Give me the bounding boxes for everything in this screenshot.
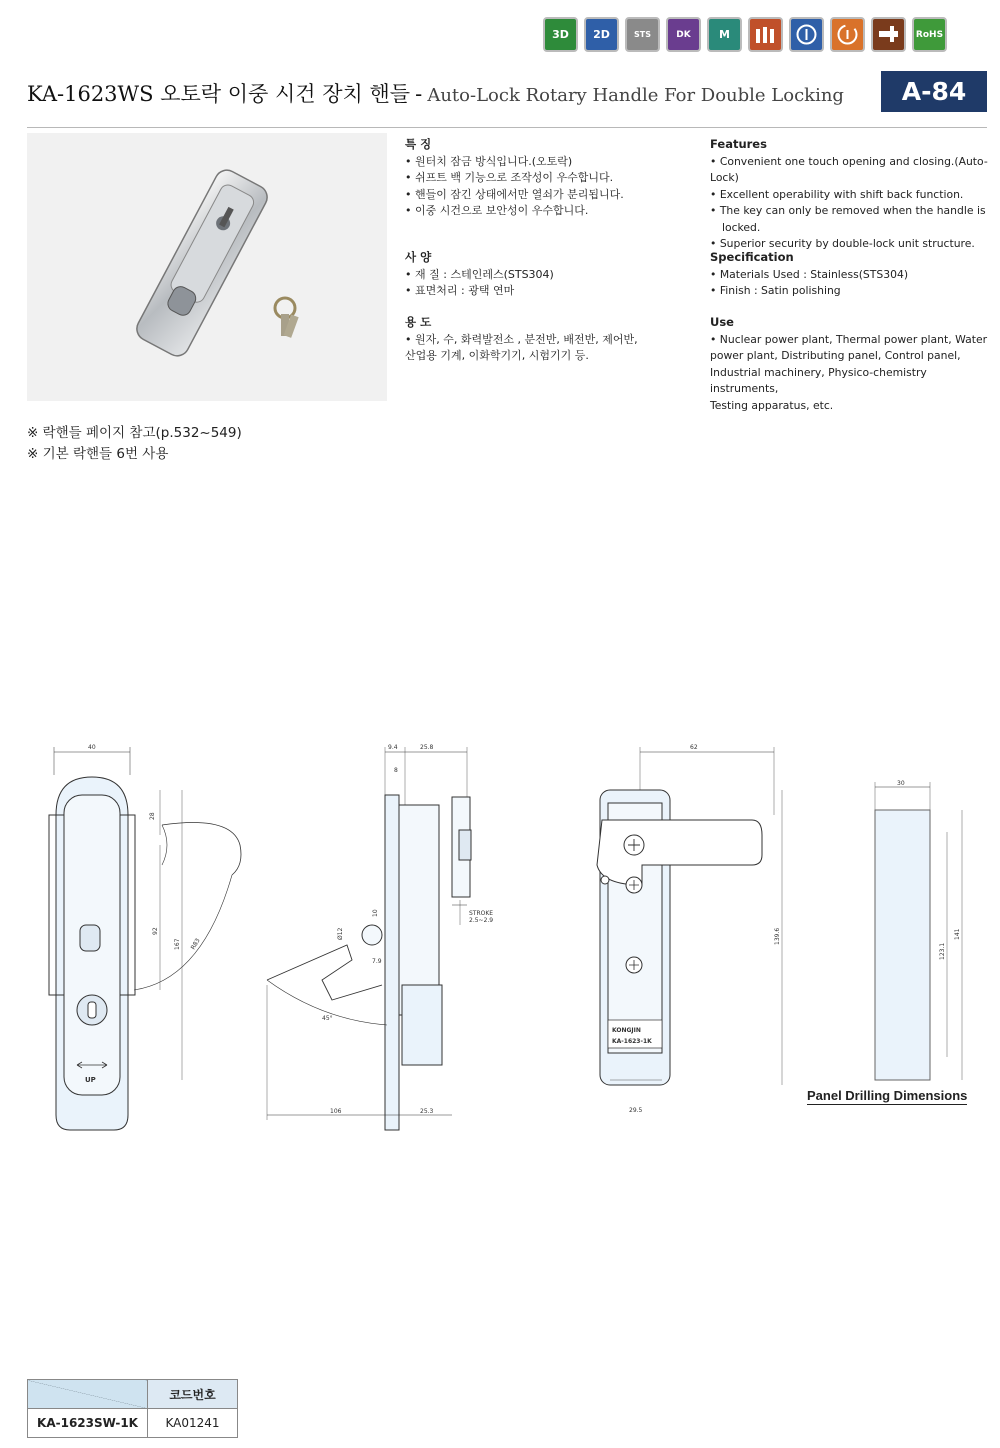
english-use-line: power plant, Distributing panel, Control panel,	[710, 349, 961, 362]
korean-feature-item: • 쉬프트 백 기능으로 조작성이 우수합니다.	[405, 170, 695, 187]
english-use-title: Use	[710, 315, 734, 329]
english-features-title: Features	[710, 137, 767, 151]
product-photo	[27, 133, 387, 401]
code-header: 코드번호	[148, 1380, 238, 1409]
english-spec	[710, 249, 995, 300]
table-row	[28, 1409, 238, 1438]
side-dim-8: 8	[394, 767, 398, 774]
rear-width-dim: 62	[690, 744, 698, 751]
front-up-label: UP	[85, 1076, 96, 1084]
english-spec-title: Specification	[710, 250, 794, 264]
korean-feature-item: • 핸들이 잠긴 상태에서만 열쇠가 분리됩니다.	[405, 187, 695, 204]
table-corner-cell	[28, 1380, 148, 1409]
page-number-badge: A-84	[881, 71, 987, 112]
code-table	[27, 1379, 238, 1438]
stroke-value: 2.5~2.9	[469, 917, 494, 924]
stroke-label: STROKE	[469, 910, 494, 917]
note-line: ※ 기본 락핸들 6번 사용	[27, 446, 169, 462]
header-divider	[27, 127, 987, 128]
korean-use-line: • 원자, 수, 화력발전소 , 분전반, 배전반, 제어반,	[405, 332, 638, 346]
front-dim-28: 28	[149, 812, 156, 820]
cam-latch-icon	[871, 17, 906, 52]
english-use	[710, 314, 995, 414]
front-dim-167: 167	[174, 938, 181, 950]
rear-part-plate: KA-1623-1K	[612, 1038, 652, 1045]
rear-view	[597, 747, 782, 1085]
korean-spec-title: 사 양	[405, 250, 432, 264]
3d-icon: 3D	[543, 17, 578, 52]
korean-feature-item: • 이중 시건으로 보안성이 우수합니다.	[405, 203, 695, 220]
rohs-icon: RoHS	[912, 17, 947, 52]
panel-width-dim: 30	[897, 780, 905, 787]
front-width-dim: 40	[88, 744, 96, 751]
rear-brand-plate: KONGJIN	[612, 1027, 641, 1034]
panel-drilling-label: Panel Drilling Dimensions	[807, 1088, 968, 1103]
front-radius-dim: R83	[189, 937, 202, 951]
korean-spec-item: • 재 질 : 스테인레스(STS304)	[405, 267, 695, 284]
key-set-icon	[748, 17, 783, 52]
side-dim-7-9: 7.9	[372, 958, 382, 965]
korean-feature-item: • 원터치 잠금 방식입니다.(오토락)	[405, 154, 695, 171]
sts-material-icon: STS	[625, 17, 660, 52]
korean-use-title: 용 도	[405, 315, 432, 329]
side-view	[267, 747, 471, 1130]
korean-spec	[405, 249, 695, 300]
english-feature-item: • Superior security by double-lock unit structure.	[710, 236, 995, 253]
rear-bottom-dim: 29.5	[629, 1107, 643, 1114]
code-cell: KA01241	[148, 1409, 238, 1438]
rotary-lock-icon	[830, 17, 865, 52]
2d-icon: 2D	[584, 17, 619, 52]
korean-features	[405, 136, 695, 220]
master-key-icon: M	[707, 17, 742, 52]
panel-drilling-view	[875, 782, 962, 1080]
panel-inner-dim: 123.1	[939, 942, 946, 960]
english-use-line: Industrial machinery, Physico-chemistry instruments,	[710, 365, 927, 395]
model-title: KA-1623WS 오토락 이중 시건 장치 핸들	[27, 82, 411, 106]
front-dim-92: 92	[152, 927, 159, 935]
panel-outer-dim: 141	[954, 928, 961, 940]
dk-key-icon: DK	[666, 17, 701, 52]
korean-use	[405, 314, 695, 365]
note-line: ※ 락핸들 페이지 참고(p.532~549)	[27, 425, 242, 441]
korean-use-line: 산업용 기계, 이화학기기, 시험기기 등.	[405, 349, 589, 362]
english-title: Auto-Lock Rotary Handle For Double Locking	[427, 85, 844, 106]
english-feature-item: • Excellent operability with shift back function.	[710, 187, 995, 204]
korean-spec-item: • 표면처리 : 광택 연마	[405, 283, 695, 300]
side-hole-dim: Ø12	[337, 927, 344, 940]
feature-icon-strip	[543, 17, 947, 52]
side-dim-25-8: 25.8	[420, 744, 434, 751]
side-dim-25-3: 25.3	[420, 1108, 434, 1115]
model-cell: KA-1623SW-1K	[28, 1409, 148, 1438]
english-features	[710, 136, 995, 253]
lock-dial-icon	[789, 17, 824, 52]
side-dim-106: 106	[330, 1108, 342, 1115]
english-use-line: • Nuclear power plant, Thermal power plant, Water	[710, 332, 988, 346]
title-separator: -	[415, 82, 423, 106]
reference-notes	[27, 423, 242, 465]
korean-features-title: 특 징	[405, 137, 432, 151]
english-spec-item: • Finish : Satin polishing	[710, 283, 995, 300]
side-dim-9-4: 9.4	[388, 744, 398, 751]
rear-height-dim: 139.6	[774, 927, 781, 945]
english-spec-item: • Materials Used : Stainless(STS304)	[710, 267, 995, 284]
page-title	[27, 78, 844, 108]
english-use-line: Testing apparatus, etc.	[710, 398, 834, 412]
technical-drawings	[22, 735, 992, 1135]
english-feature-item: • Convenient one touch opening and closing.(Auto-Lock)	[710, 154, 995, 187]
side-angle-dim: 45°	[322, 1015, 333, 1022]
side-dim-10: 10	[372, 909, 379, 917]
english-feature-item: • The key can only be removed when the handle is	[710, 203, 995, 220]
english-feature-continuation: locked.	[722, 220, 761, 234]
front-view	[49, 747, 241, 1130]
